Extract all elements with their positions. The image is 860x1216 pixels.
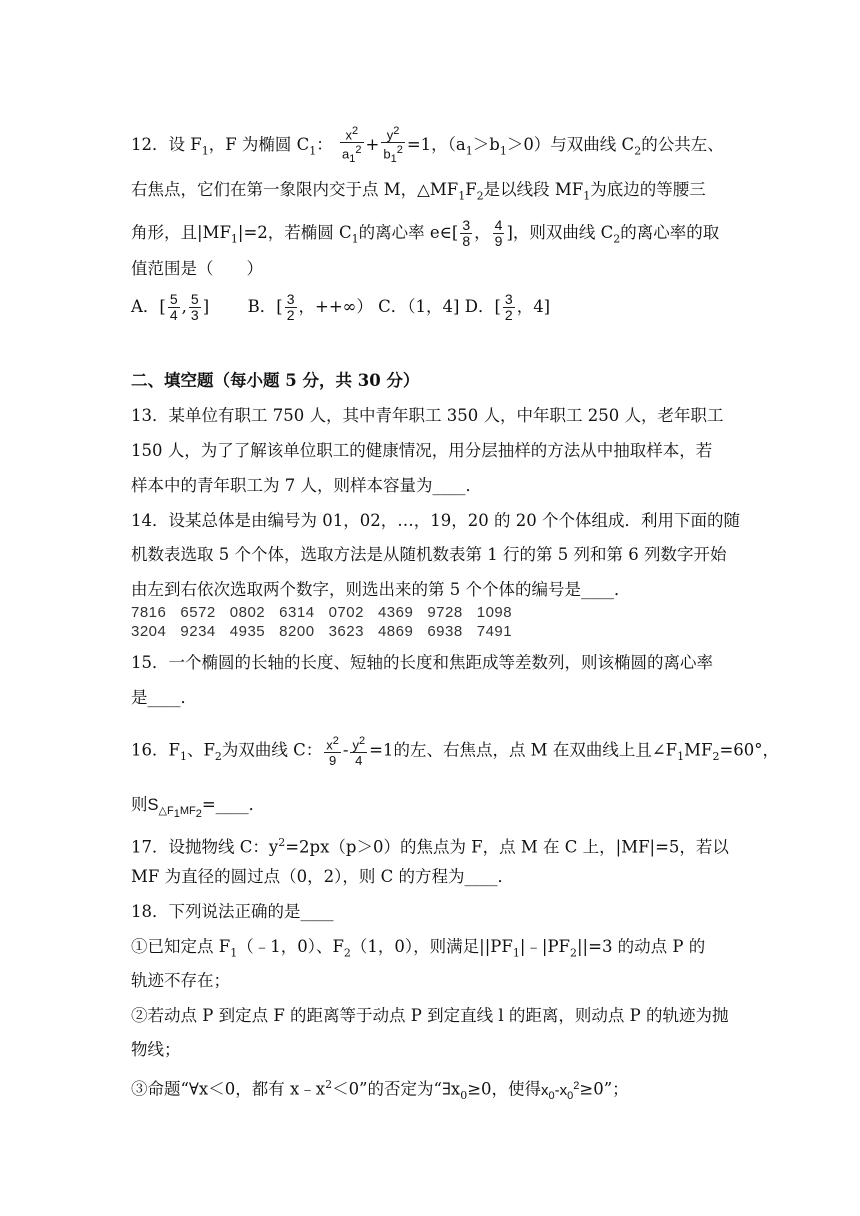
q18-item-3-line-1: ③命题“∀x＜0，都有 $x﹣x^2<0$”的否定为“$\exists x_0\ge 0$，使得$x_0-x_0^2\ge 0$”； <box>131 1078 629 1102</box>
option-c: C．（1，4] <box>378 297 460 316</box>
q12-line-3: 角形，且$|MF_1|=2$，若椭圆 $C_1$的离心率 e∈[ $\frac{3}{8}$ ， $\frac{4}{9}$ ]，则双曲线 $C_2$的离心率的取 <box>131 217 720 249</box>
q12-line-4: 值范围是（ ） <box>131 259 263 278</box>
q12-line-2: 右焦点，它们在第一象限内交于点 M，$\triangle MF_1F_2$是以线段 $MF_1$为底边的等腰三 <box>131 180 706 203</box>
q13-line-3: 样本中的青年职工为 7 人，则样本容量为____． <box>131 476 482 495</box>
triangle-area-symbol: $S_{\triangle F_1MF_2}$ <box>147 796 202 821</box>
q12-line-1: 12．设 $F_1$，F 为椭圆 $C_1$： $\frac{x^2}{a_1^2}$ + $\frac{y^2}{b_1^2}$ =1，$(a_1>b_1>0)$与双曲线 $C_2$的公共左、 <box>131 125 724 166</box>
q18-item-2-line-1: ②若动点 P 到定点 F 的距离等于动点 P 到定直线 l 的距离，则动点 P 的轨迹为抛 <box>131 1006 729 1025</box>
q18-line-1: 18．下列说法正确的是____ <box>131 902 334 921</box>
answer-blank[interactable]: ____ <box>464 867 498 886</box>
option-a: A．[ $\frac{5}{4}$ , $\frac{5}{3}$ ] <box>131 291 210 323</box>
q13-line-1: 13．某单位有职工 750 人，其中青年职工 350 人，中年职工 250 人，老年职工 <box>131 406 724 425</box>
q17-line-2: MF 为直径的圆过点（0，2），则 C 的方程为____． <box>131 867 514 886</box>
fraction-x2-over-9: $\frac{x^2}{9}$ <box>326 735 339 769</box>
fraction-4-9: $\frac{4}{9}$ <box>494 217 503 249</box>
fraction-y2-over-b1: $\frac{y^2}{b_1^2}$ <box>383 125 403 166</box>
q18-item-2-line-2: 物线； <box>131 1040 181 1059</box>
random-table-row-2: 3204 9234 4935 8200 3623 4869 6938 7491 <box>131 623 513 640</box>
fraction-3-8: $\frac{3}{8}$ <box>462 217 471 249</box>
q16-line-1: 16．$F_1$、$F_2$为双曲线 C： $\frac{x^2}{9}$ - $\frac{y^2}{4}$ =1的左、右焦点，点 M 在双曲线上且$\angle F_1MF_2=60^\circ$， <box>131 735 780 769</box>
q17-line-1: 17．设抛物线 C：$y^2=2px(p>0)$的焦点为 F，点 M 在 C 上，|MF|=5，若以 <box>131 836 729 857</box>
answer-blank[interactable]: ____ <box>215 795 249 814</box>
answer-blank[interactable]: ____ <box>432 476 466 495</box>
fraction-x2-over-a1: $\frac{x^2}{a_1^2}$ <box>342 125 362 166</box>
q18-item-1-line-2: 轨迹不存在； <box>131 971 230 990</box>
q14-line-2: 机数表选取 5 个个体，选取方法是从随机数表第 1 行的第 5 列和第 6 列数字开始 <box>131 545 727 564</box>
section-heading: 二、填空题（每小题 5 分，共 30 分） <box>131 371 420 390</box>
fraction-y2-over-4: $\frac{y^2}{4}$ <box>352 735 366 769</box>
answer-blank[interactable]: ____ <box>300 902 334 921</box>
q12-options <box>131 292 550 323</box>
q18-item-1-line-1: ①已知定点 $F_1(﹣1$，0）、$F_2(1$，0），则满足$||PF_1|﹣|PF_2||=3$ 的动点 P 的 <box>131 937 706 960</box>
q13-line-2: 150 人，为了了解该单位职工的健康情况，用分层抽样的方法从中抽取样本，若 <box>131 441 713 460</box>
option-d: D．[ $\frac{3}{2}$ ，4] <box>464 291 551 323</box>
random-table-row-1: 7816 6572 0802 6314 0702 4369 9728 1098 <box>131 604 513 621</box>
q16-line-2: 则$S_{\triangle F_1MF_2}=\_\_\_\_$． <box>131 795 266 821</box>
q14-line-3: 由左到右依次选取两个数字，则选出来的第 5 个个体的编号是____． <box>131 580 631 599</box>
option-b: B．[ $\frac{3}{2}$ ，++∞） <box>247 291 373 323</box>
answer-blank[interactable]: ____ <box>581 580 614 599</box>
q15-line-1: 15．一个椭圆的长轴的长度、短轴的长度和焦距成等差数列，则该椭圆的离心率 <box>131 653 713 672</box>
answer-blank[interactable]: ____ <box>147 688 181 707</box>
q14-line-1: 14．设某总体是由编号为 01，02，…，19，20 的 20 个个体组成．利用下面的随 <box>131 511 740 530</box>
q15-line-2: 是____． <box>131 688 197 707</box>
